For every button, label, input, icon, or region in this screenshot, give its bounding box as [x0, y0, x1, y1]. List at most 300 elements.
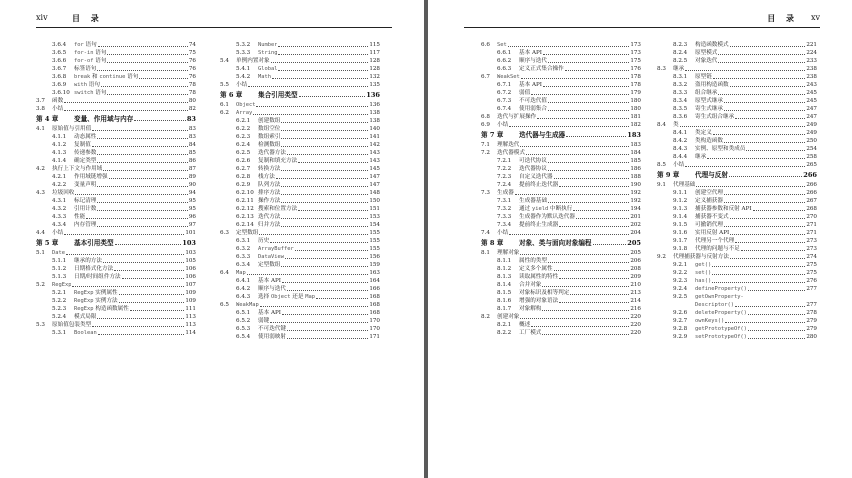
toc-title-text: 类构造函数: [695, 138, 723, 144]
toc-subsection[interactable]: [481, 97, 641, 105]
toc-page-number: 140: [369, 126, 380, 132]
leader-dots: [735, 242, 805, 243]
toc-title: [519, 321, 530, 329]
toc-number: 6.7.1: [497, 82, 512, 88]
toc-number: 9.1.2: [673, 198, 688, 204]
toc-title: [258, 73, 271, 81]
toc-subsection[interactable]: [220, 325, 380, 333]
toc-title-text: 原型链: [695, 74, 712, 80]
toc-subsection[interactable]: [220, 253, 380, 261]
toc-page-number: 164: [369, 278, 380, 284]
toc-subsection[interactable]: [657, 89, 817, 97]
toc-title: [695, 205, 752, 213]
toc-subsection[interactable]: [220, 261, 380, 269]
leader-dots: [64, 234, 184, 235]
toc-section[interactable]: [481, 113, 641, 121]
toc-page-number: 138: [369, 118, 380, 124]
toc-subsection[interactable]: [220, 133, 380, 141]
toc-page-number: 171: [369, 334, 380, 340]
toc-subsection[interactable]: [36, 297, 196, 305]
toc-number: 8.5: [657, 162, 666, 168]
toc-page-number: 243: [806, 82, 817, 88]
toc-page-number: 266: [806, 190, 817, 196]
toc-section[interactable]: [481, 189, 641, 197]
toc-page-number: 216: [630, 306, 641, 312]
toc-chapter[interactable]: [657, 171, 817, 179]
toc-title-text: 定型数组: [258, 262, 281, 268]
page-number: xv: [810, 13, 820, 22]
leader-dots: [97, 162, 187, 163]
toc-title: [74, 81, 100, 89]
toc-number: 4.1.3: [52, 150, 67, 156]
toc-section[interactable]: [657, 181, 817, 189]
toc-title: [74, 205, 96, 213]
toc-page-number: 90: [188, 182, 196, 188]
toc-chapter[interactable]: [36, 115, 196, 123]
toc-title: [74, 173, 108, 181]
toc-subsection[interactable]: [481, 105, 641, 113]
toc-section[interactable]: [36, 165, 196, 173]
toc-number: 9.1.3: [673, 206, 688, 212]
leader-dots: [101, 86, 188, 87]
leader-dots: [278, 46, 368, 47]
toc-title-text: 构造函数属性: [93, 306, 129, 312]
toc-title-text: 合并对象: [519, 282, 542, 288]
toc-section[interactable]: [36, 321, 196, 329]
toc-title-text: 生成器: [497, 190, 514, 196]
toc-subsection[interactable]: [657, 285, 817, 293]
toc-subsection[interactable]: [657, 105, 817, 113]
toc-title-text: 语句: [125, 74, 139, 80]
leader-dots: [298, 210, 368, 211]
toc-subsection[interactable]: [220, 41, 380, 49]
toc-subsection[interactable]: [36, 41, 196, 49]
toc-subsection[interactable]: [481, 289, 641, 297]
toc-section[interactable]: [481, 73, 641, 81]
toc-number: 8.3: [657, 66, 666, 72]
toc-number: 5.4: [220, 58, 229, 64]
toc-subsection[interactable]: [657, 205, 817, 213]
toc-number: 8.3.2: [673, 82, 688, 88]
toc-page-number: 277: [806, 302, 817, 308]
toc-page-number: 179: [630, 90, 641, 96]
toc-title: [695, 301, 734, 309]
toc-subsection[interactable]: [36, 73, 196, 81]
toc-page-number: 163: [369, 270, 380, 276]
toc-title: [236, 101, 255, 109]
toc-subsection[interactable]: [657, 309, 817, 317]
toc-title-text: 历史: [258, 238, 270, 244]
toc-subsection[interactable]: [657, 333, 817, 341]
toc-title: [74, 329, 97, 337]
toc-section[interactable]: [36, 97, 196, 105]
toc-subsection[interactable]: [657, 145, 817, 153]
leader-dots: [134, 120, 185, 121]
toc-number: 6.8: [481, 114, 490, 120]
toc-subsection[interactable]: [36, 49, 196, 57]
toc-subsection[interactable]: [36, 173, 196, 181]
toc-subsection[interactable]: [657, 129, 817, 137]
toc-subsection[interactable]: [657, 73, 817, 81]
page-header: [36, 13, 392, 28]
toc-subsection[interactable]: [36, 133, 196, 141]
toc-subsection[interactable]: [220, 125, 380, 133]
toc-subsection[interactable]: [220, 221, 380, 229]
toc-number: 5.5: [220, 82, 229, 88]
toc-subsection[interactable]: [220, 141, 380, 149]
toc-subsection[interactable]: [220, 237, 380, 245]
toc-section[interactable]: [36, 189, 196, 197]
toc-subsection[interactable]: [657, 317, 817, 325]
toc-title-code: String: [258, 50, 278, 56]
toc-page-number: 221: [806, 42, 817, 48]
toc-title: [258, 117, 280, 125]
toc-page-number: 238: [806, 66, 817, 72]
toc-subsection[interactable]: [657, 229, 817, 237]
toc-section[interactable]: [481, 313, 641, 321]
toc-title-text: 作用域链增强: [74, 174, 108, 180]
toc-subsection[interactable]: [220, 65, 380, 73]
toc-number: 第 4 章: [36, 115, 59, 123]
toc-section[interactable]: [481, 121, 641, 129]
toc-number: 6.6: [481, 42, 490, 48]
toc-subsection[interactable]: [657, 137, 817, 145]
toc-section[interactable]: [657, 121, 817, 129]
toc-section[interactable]: [481, 249, 641, 257]
toc-title-code: Map: [236, 270, 246, 276]
toc-page-number: 175: [630, 58, 641, 64]
toc-title: [258, 91, 298, 99]
toc-title-code: Math: [258, 74, 271, 80]
toc-page-number: 266: [806, 182, 817, 188]
toc-title-text: 和: [90, 74, 100, 80]
leader-dots: [713, 78, 806, 79]
toc-title: [74, 49, 106, 57]
toc-subsection[interactable]: [657, 277, 817, 285]
toc-number: 3.6.5: [52, 50, 67, 56]
toc-section[interactable]: [657, 161, 817, 169]
toc-subsection[interactable]: [481, 265, 641, 273]
toc-section[interactable]: [481, 229, 641, 237]
toc-subsection[interactable]: [481, 65, 641, 73]
toc-section[interactable]: [220, 301, 380, 309]
toc-title: [695, 229, 729, 237]
toc-title-text: 寄生式继承: [695, 106, 723, 112]
toc-section[interactable]: [220, 229, 380, 237]
toc-section[interactable]: [36, 249, 196, 257]
toc-title: [497, 41, 507, 49]
toc-title-text: 迭代与扩展操作: [497, 114, 537, 120]
leader-dots: [718, 54, 805, 55]
leader-dots: [570, 294, 629, 295]
toc-subsection[interactable]: [657, 221, 817, 229]
toc-subsection[interactable]: [481, 181, 641, 189]
toc-subsection[interactable]: [657, 325, 817, 333]
leader-dots: [543, 54, 629, 55]
toc-title-text: 代理捕获器与反射方法: [673, 254, 729, 260]
toc-subsection[interactable]: [481, 173, 641, 181]
toc-subsection[interactable]: [481, 89, 641, 97]
toc-subsection[interactable]: [657, 245, 817, 253]
toc-number: 6.2.4: [236, 142, 251, 148]
toc-number: 8.3.5: [673, 106, 688, 112]
toc-subsection[interactable]: [657, 97, 817, 105]
toc-subsection[interactable]: [657, 153, 817, 161]
toc-subsection[interactable]: [220, 205, 380, 213]
toc-title: [74, 313, 96, 321]
toc-page-number: 268: [806, 206, 817, 212]
toc-subsection[interactable]: [220, 117, 380, 125]
toc-subsection[interactable]: [220, 73, 380, 81]
toc-title-code: Array: [236, 110, 253, 116]
toc-subsection[interactable]: [220, 157, 380, 165]
toc-title-text: 捕获器不变式: [695, 214, 729, 220]
toc-subsection[interactable]: [481, 329, 641, 337]
toc-page-number: 188: [630, 174, 641, 180]
toc-subsection[interactable]: [36, 81, 196, 89]
leader-dots: [559, 302, 629, 303]
toc-section[interactable]: [657, 65, 817, 73]
toc-subsection[interactable]: [220, 277, 380, 285]
toc-title: [695, 153, 706, 161]
toc-subsection[interactable]: [36, 329, 196, 337]
toc-title: [236, 269, 246, 277]
toc-section[interactable]: [36, 125, 196, 133]
toc-title: [74, 273, 121, 281]
toc-page-number: 238: [806, 74, 817, 80]
toc-title-text: 小结: [52, 106, 64, 112]
toc-subsection[interactable]: [36, 289, 196, 297]
toc-subsection[interactable]: [657, 189, 817, 197]
toc-subsection[interactable]: [481, 197, 641, 205]
toc-subsection[interactable]: [36, 205, 196, 213]
toc-section[interactable]: [220, 57, 380, 65]
toc-title: [52, 125, 91, 133]
toc-subsection[interactable]: [36, 197, 196, 205]
toc-number: 6.5.1: [236, 310, 251, 316]
toc-subsection[interactable]: [481, 305, 641, 313]
toc-title: [519, 239, 592, 247]
toc-title-text: 对象标识及相等判定: [519, 290, 570, 296]
toc-section[interactable]: [220, 81, 380, 89]
toc-subsection-continued[interactable]: [657, 301, 817, 309]
toc-title: [519, 173, 553, 181]
toc-title: [74, 305, 129, 313]
toc-subsection[interactable]: [481, 81, 641, 89]
toc-subsection[interactable]: [481, 297, 641, 305]
toc-page-number: 109: [185, 290, 196, 296]
leader-dots: [287, 330, 368, 331]
toc-subsection[interactable]: [657, 213, 817, 221]
toc-subsection[interactable]: [36, 181, 196, 189]
toc-number: 第 8 章: [481, 239, 504, 247]
toc-subsection[interactable]: [36, 265, 196, 273]
toc-title: [236, 81, 247, 89]
toc-subsection[interactable]: [657, 41, 817, 49]
toc-subsection[interactable]: [481, 321, 641, 329]
toc-title-text: 小结: [497, 230, 509, 236]
toc-chapter[interactable]: [481, 131, 641, 139]
toc-subsection[interactable]: [481, 165, 641, 173]
toc-title: [519, 305, 541, 313]
right-page: [428, 0, 852, 478]
toc-subsection[interactable]: [220, 149, 380, 157]
toc-chapter[interactable]: [220, 91, 380, 99]
toc-subsection[interactable]: [657, 197, 817, 205]
toc-chapter[interactable]: [36, 239, 196, 247]
toc-title-text: 理解迭代: [497, 142, 520, 148]
toc-page-number: 273: [806, 246, 817, 252]
toc-section[interactable]: [36, 281, 196, 289]
toc-subsection[interactable]: [220, 333, 380, 341]
toc-number: 9.1.7: [673, 238, 688, 244]
toc-page-number: 210: [630, 282, 641, 288]
toc-number: 3.6.7: [52, 66, 67, 72]
toc-number: 4.3.2: [52, 206, 67, 212]
toc-subsection[interactable]: [481, 257, 641, 265]
leader-dots: [548, 102, 629, 103]
toc-subsection[interactable]: [220, 285, 380, 293]
toc-section[interactable]: [36, 105, 196, 113]
toc-subsection[interactable]: [481, 221, 641, 229]
toc-title: [673, 65, 684, 73]
toc-subsection[interactable]: [657, 81, 817, 89]
leader-dots: [97, 318, 184, 319]
toc-subsection[interactable]: [36, 89, 196, 97]
toc-number: 9.1.4: [673, 214, 688, 220]
toc-page-number: 273: [806, 238, 817, 244]
toc-number: 6.2.7: [236, 166, 251, 172]
toc-chapter[interactable]: [481, 239, 641, 247]
toc-title-text: 日期格式化方法: [74, 266, 114, 272]
leader-dots: [685, 70, 805, 71]
toc-section[interactable]: [220, 109, 380, 117]
toc-number: 9.2.5: [673, 294, 688, 300]
toc-section[interactable]: [481, 41, 641, 49]
leader-dots: [730, 46, 806, 47]
toc-title-text: 捕获器参数和反射 API: [695, 206, 752, 212]
toc-page-number: 154: [369, 222, 380, 228]
toc-section[interactable]: [36, 229, 196, 237]
toc-subsection[interactable]: [36, 57, 196, 65]
toc-subsection[interactable]: [220, 49, 380, 57]
toc-title-text: 基本 API: [519, 82, 542, 88]
toc-page-number: 155: [369, 238, 380, 244]
toc-subsection[interactable]: [220, 213, 380, 221]
leader-dots: [92, 130, 188, 131]
leader-dots: [724, 194, 805, 195]
toc-subsection[interactable]: [657, 57, 817, 65]
toc-subsection[interactable]: [36, 221, 196, 229]
toc-number: 7.2.3: [497, 174, 512, 180]
toc-subsection[interactable]: [220, 317, 380, 325]
toc-page-number: 278: [806, 310, 817, 316]
toc-title: [258, 65, 277, 73]
toc-subsection[interactable]: [657, 237, 817, 245]
toc-subsection[interactable]: [481, 213, 641, 221]
toc-title: [519, 65, 564, 73]
toc-title: [497, 121, 508, 129]
toc-page-number: 143: [369, 158, 380, 164]
toc-subsection[interactable]: [481, 205, 641, 213]
toc-subsection[interactable]: [481, 273, 641, 281]
toc-subsection[interactable]: [220, 173, 380, 181]
toc-title-text: 理解对象: [497, 250, 520, 256]
toc-page-number: 245: [806, 98, 817, 104]
toc-number: 6.6.3: [497, 66, 512, 72]
toc-title-text: 迭代器与生成器: [519, 131, 566, 139]
toc-subsection[interactable]: [657, 113, 817, 121]
toc-subsection[interactable]: [220, 197, 380, 205]
toc-subsection[interactable]: [36, 305, 196, 313]
toc-subsection[interactable]: [36, 149, 196, 157]
toc-section[interactable]: [481, 141, 641, 149]
toc-page-number: 275: [806, 262, 817, 268]
toc-subsection[interactable]: [36, 65, 196, 73]
toc-subsection[interactable]: [36, 213, 196, 221]
toc-number: 6.2.12: [236, 206, 254, 212]
toc-section[interactable]: [220, 101, 380, 109]
toc-number: 6.2.5: [236, 150, 251, 156]
toc-subsection[interactable]: [220, 309, 380, 317]
toc-number: 6.5.4: [236, 334, 251, 340]
toc-page-number: 271: [806, 222, 817, 228]
toc-title: [258, 317, 269, 325]
toc-subsection[interactable]: [481, 281, 641, 289]
toc-subsection[interactable]: [220, 181, 380, 189]
toc-title-text: 基本 API: [258, 310, 281, 316]
toc-number: 6.3: [220, 230, 229, 236]
toc-subsection[interactable]: [657, 49, 817, 57]
toc-subsection[interactable]: [36, 273, 196, 281]
toc-page-number: 168: [369, 310, 380, 316]
toc-subsection[interactable]: [36, 257, 196, 265]
toc-title-text: 语句: [93, 90, 107, 96]
toc-section[interactable]: [481, 149, 641, 157]
toc-subsection[interactable]: [481, 49, 641, 57]
toc-subsection[interactable]: [481, 57, 641, 65]
toc-number: 8.2.5: [673, 58, 688, 64]
toc-subsection[interactable]: [657, 293, 817, 301]
toc-section[interactable]: [220, 269, 380, 277]
toc-subsection[interactable]: [657, 261, 817, 269]
toc-page-number: 168: [369, 294, 380, 300]
toc-title-text: 迭代器模式: [497, 150, 525, 156]
leader-dots: [295, 250, 369, 251]
leader-dots: [97, 138, 187, 139]
leader-dots: [730, 258, 805, 259]
toc-subsection[interactable]: [220, 189, 380, 197]
toc-title: [74, 57, 106, 65]
toc-title: [519, 297, 558, 305]
toc-subsection[interactable]: [220, 165, 380, 173]
toc-subsection[interactable]: [36, 313, 196, 321]
toc-subsection[interactable]: [481, 157, 641, 165]
toc-subsection[interactable]: [657, 269, 817, 277]
toc-number: 8.4: [657, 122, 666, 128]
toc-subsection[interactable]: [220, 293, 380, 301]
toc-subsection[interactable]: [36, 157, 196, 165]
toc-section[interactable]: [657, 253, 817, 261]
toc-page-number: 113: [185, 314, 196, 320]
toc-subsection[interactable]: [220, 245, 380, 253]
toc-subsection[interactable]: [36, 141, 196, 149]
toc-number: 第 5 章: [36, 239, 59, 247]
toc-number: 8.3.4: [673, 98, 688, 104]
toc-number: 5.2.3: [52, 306, 67, 312]
toc-number: 6.3.1: [236, 238, 251, 244]
toc-title-code: Map: [305, 294, 315, 300]
